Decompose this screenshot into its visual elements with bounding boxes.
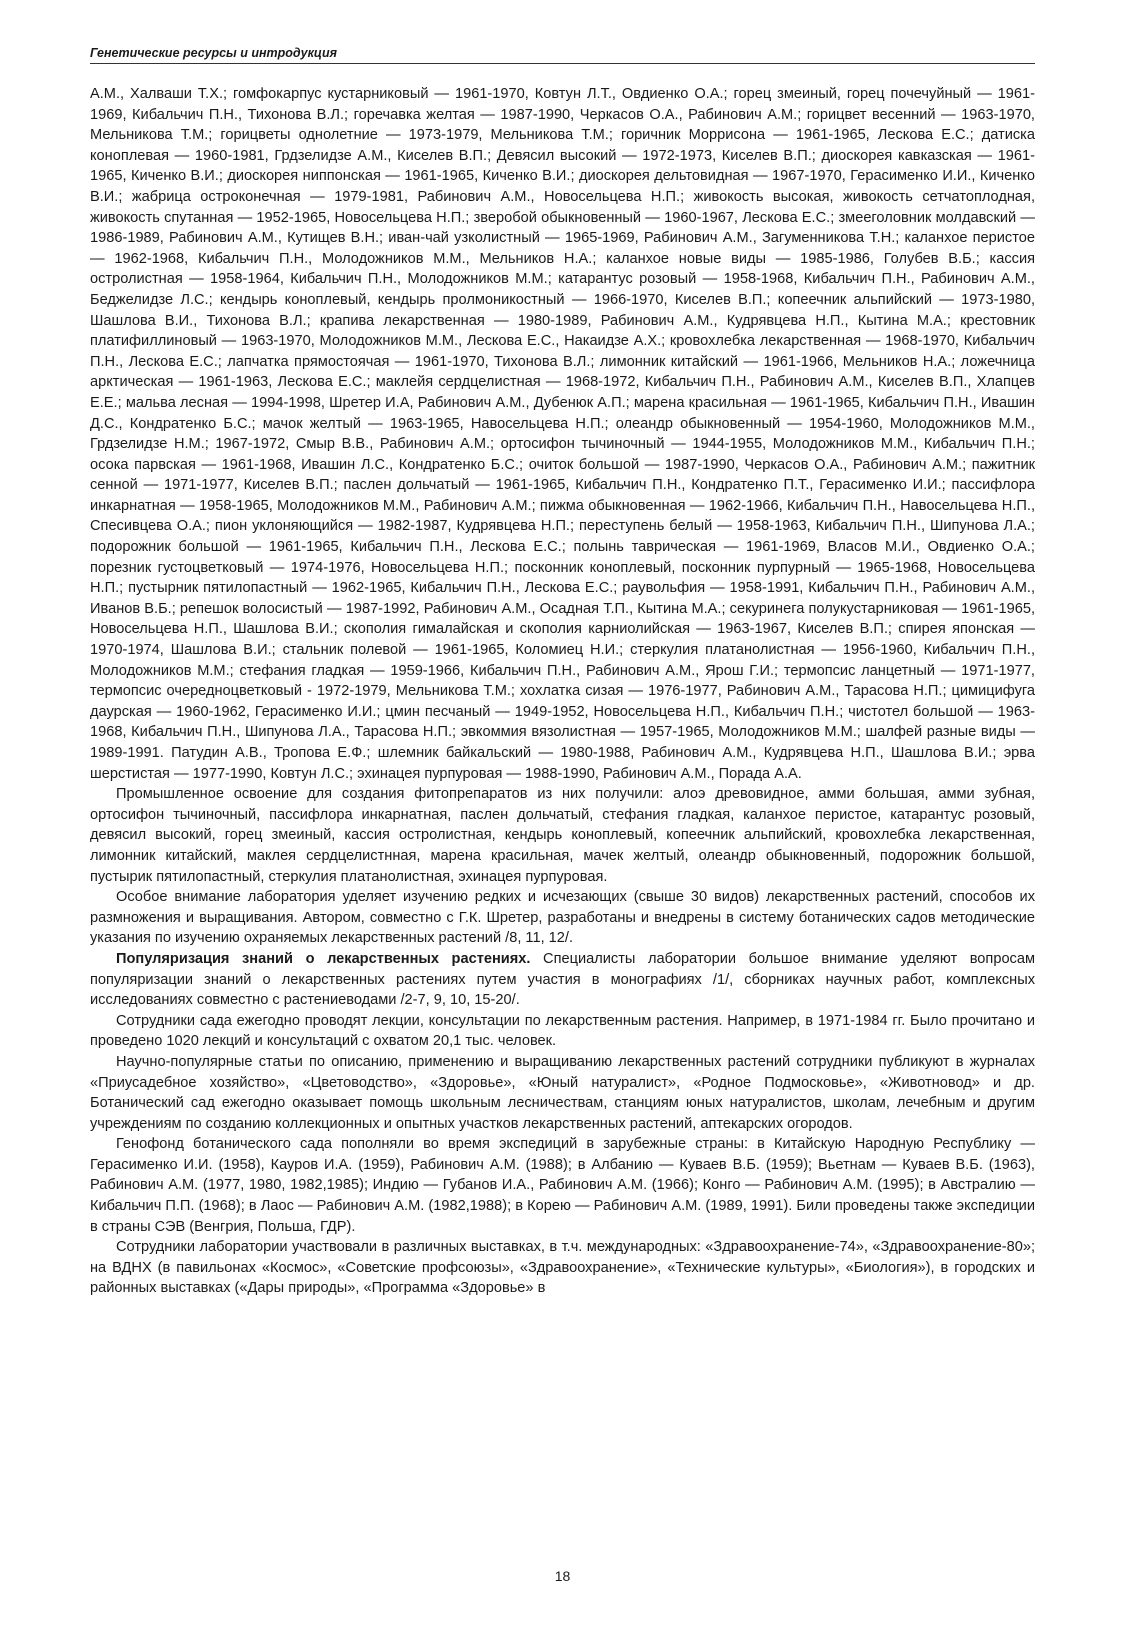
paragraph-text: А.М., Халваши Т.Х.; гомфокарпус кустарниковый — 1961-1970, Ковтун Л.Т., Овдиенко О.А.; горец змеиный, горец почечуйный — 1961-1969, Кибальчич П.Н., Тихонова В.Л.; горечавка желтая — 1987-1990, Черкасов О.А., Рабинович А.М.; горицвет весенний — 1963-1970, Мельникова Т.М.; горицветы однолетние — 1973-1979, Мельникова Т.М.; горичник Моррисона — 1961-1965, Лескова Е.С.; датиска коноплевая — 1960-1981, Грдзелидзе А.М., Киселев В.П.; Девясил высокий — 1972-1973, Киселев В.П.; диоскорея кавказская — 1961-1965, Киченко В.И.; диоскорея ниппонская — 1961-1965, Киченко В.И.; диоскорея дельтовидная — 1967-1970, Герасименко И.И., Киченко В.И.; жабрица остроконечная — 1979-1981, Рабинович А.М., Новосельцева Н.П.; живокость высокая, живокость сетчатоплодная, живокость спутанная — 1952-1965, Новосельцева Н.П.; зверобой обыкновенный — 1960-1967, Лескова Е.С.; змееголовник молдавский — 1986-1989, Рабинович А.М., Кутищев В.Н.; иван-чай узколистный — 1965-1969, Рабинович А.М., Загуменникова Т.Н.; каланхое перистое — 1962-1968, Кибальчич П.Н., Молодожников М.М., Мельников Н.А.; каланхое новые виды — 1985-1986, Голубев В.Б.; кассия остролистная — 1958-1964, Кибальчич П.Н., Молодожников М.М.; катарантус розовый — 1958-1968, Кибальчич П.Н., Рабинович А.М., Беджелидзе Л.С.; кендырь коноплевый, кендырь пролмоникостный — 1966-1970, Киселев В.П.; копеечник альпийский — 1973-1980, Шашлова В.И., Тихонова В.Л.; крапива лекарственная — 1980-1989, Рабинович А.М., Кудрявцева Н.П., Кытина М.А.; крестовник платифиллиновый — 1963-1970, Молодожников М.М., Лескова Е.С., Накаидзе А.Х.; кровохлебка лекарственная — 1968-1970, Кибальчич П.Н., Лескова Е.С.; лапчатка прямостоячая — 1961-1970, Тихонова В.Л.; лимонник китайский — 1961-1966, Мельников Н.А.; ложечница арктическая — 1961-1963, Лескова Е.С.; маклейя сердцелистная — 1968-1972, Кибальчич П.Н., Рабинович А.М., Киселев В.П., Хлапцев Е.Е.; мальва лесная — 1994-1998, Шретер И.А, Рабинович А.М., Дубенюк А.П.; марена красильная — 1961-1965, Кибальчич П.Н., Ивашин Д.С., Кондратенко Б.С.; мачок желтый — 1963-1965, Навосельцева Н.П.; олеандр обыкновенный — 1954-1960, Молодожников М.М., Грдзелидзе Н.М.; 1967-1972, Смыр В.В., Рабинович А.М.; ортосифон тычиночный — 1944-1955, Молодожников М.М., Кибальчич П.Н.; осока парвская — 1961-1968, Ивашин Л.С., Кондратенко Б.С.; очиток большой — 1987-1990, Черкасов О.А., Рабинович А.М.; пажитник сенной — 1971-1977, Киселев В.П.; паслен дольчатый — 1961-1965, Кибальчич П.Н., Кондратенко П.Т., Герасименко И.И.; пассифлора инкарнатная — 1958-1965, Молодожников М.М., Рабинович А.М.; пижма обыкновенная — 1962-1966, Кибальчич П.Н., Навосельцева Н.П., Спесивцева О.А.; пион уклоняющийся — 1982-1987, Кудрявцева Н.П.; переступень белый — 1958-1963, Кибальчич П.Н., Шипунова Л.А.; подорожник большой — 1961-1965, Кибальчич П.Н., Лескова Е.С.; полынь таврическая — 1961-1969, Власов М.И., Овдиенко О.А.; порезник густоцветковый — 1974-1976, Новосельцева Н.П.; посконник коноплевый, посконник пурпурный — 1965-1968, Новосельцева Н.П.; пустырник пятилопастный — 1962-1965, Кибальчич П.Н., Лескова Е.С.; раувольфия — 1958-1991, Кибальчич П.Н., Рабинович А.М., Иванов В.Б.; репешок волосистый — 1987-1992, Рабинович А.М., Осадная Т.П., Кытина М.А.; секуринега полукустарниковая — 1961-1965, Новосельцева Н.П., Шашлова В.И.; скополия гималайская и скополия карниолийская — 1963-1967, Киселев В.П.; спирея японская — 1970-1974, Шашлова В.И.; стальник полевой — 1961-1965, Коломиец Н.И.; стеркулия платанолистная — 1956-1960, Кибальчич П.Н., Молодожников М.М.; стефания гладкая — 1959-1966, Кибальчич П.Н., Рабинович А.М., Ярош Г.И.; термопсис ланцетный — 1971-1977, термопсис очередноцветковый - 1972-1979, Мельникова Т.М.; хохлатка сизая — 1976-1977, Рабинович А.М., Тарасова Н.П.; цимицифуга даурская — 1960-1962, Герасименко И.И.; цмин песчаный — 1949-1952, Новосельцева Н.П., Кибальчич П.Н.; чистотел большой — 1963-1968, Кибальчич П.Н., Шипунова Л.А., Тарасова Н.П.; эвкоммия вязолистная — 1957-1965, Молодожников М.М.; шалфей разные виды — 1989-1991. Патудин А.В., Тропова Е.Ф.; шлемник байкальский — 1980-1988, Рабинович А.М., Кудрявцева Н.П., Шашлова В.И.; эрва шерстистая — 1977-1990, Ковтун Л.С.; эхинацея пурпуровая — 1988-1990, Рабинович А.М., Порада А.А. [90, 86, 1035, 782]
paragraph-text: Генофонд ботанического сада пополняли во время экспедиций в зарубежные страны: в Китайскую Народную Республику — Герасименко И.И. (1958), Кауров И.А. (1959), Рабинович А.М. (1988); в Албанию — Куваев В.Б. (1959); Вьетнам — Куваев В.Б. (1963), Рабинович А.М. (1977, 1980, 1982,1985); Индию — Губанов И.А., Рабинович А.М. (1966); Конго — Рабинович А.М. (1995); в Австралию — Кибальчич П.П. (1968); в Лаос — Рабинович А.М. (1982,1988); в Корею — Рабинович А.М. (1989, 1991). Били проведены также экспедиции в страны СЭВ (Венгрия, Польша, ГДР). [90, 1136, 1035, 1235]
paragraph-text: Сотрудники лаборатории участвовали в различных выставках, в т.ч. международных: «Здравоохранение-74», «Здравоохранение-80»; на ВДНХ (в павильонах «Космос», «Советские профсоюзы», «Здравоохранение», «Технические культуры», «Биология»), в городских и районных выставках («Дары природы», «Программа «Здоровье» в [90, 1239, 1035, 1297]
paragraph-popularization [90, 949, 1035, 1011]
paragraph-articles [90, 1052, 1035, 1134]
paragraph-text: Промышленное освоение для создания фитопрепаратов из них получили: алоэ древовидное, амми большая, амми зубная, ортосифон тычиночный, пассифлора инкарнатная, паслен дольчатый, стефания гладкая, каланхое перистое, катарантус розовый, девясил высокий, горец змеиный, кассия остролистная, кендырь коноплевый, копеечник альпийский, кровохлебка лекарственная, лимонник китайский, маклея сердцелистнная, марена красильная, мачек желтый, олеандр обыкновенный, подорожник большой, пустырик пятилопастный, стеркулия платанолистная, эхинацея пурпуровая. [90, 786, 1035, 885]
paragraph-text: Сотрудники сада ежегодно проводят лекции, консультации по лекарственным растения. Например, в 1971-1984 гг. Было прочитано и проведено 1020 лекций и консультаций с охватом 20,1 тыс. человек. [90, 1012, 1035, 1050]
running-head: Генетические ресурсы и интродукция [90, 46, 1035, 64]
paragraph-species-list [90, 84, 1035, 784]
paragraph-text: Специалисты лаборатории большое внимание уделяют вопросам популяризации знаний о лекарственных растениях путем участия в монографиях /1/, сборниках научных работ, комплексных исследованиях совместно с растениеводами /2-7, 9, 10, 15-20/. [90, 950, 1036, 1009]
paragraph-rare-species [90, 887, 1035, 949]
paragraph-text: Особое внимание лаборатория уделяет изучению редких и исчезающих (свыше 30 видов) лекарственных растений, способов их размножения и выращивания. Автором, совместно с Г.К. Шретер, разработаны и внедрены в систему ботанических садов методические указания по изучению охраняемых лекарственных растений /8, 11, 12/. [90, 889, 1035, 947]
paragraph-lectures [90, 1011, 1035, 1052]
paragraph-expeditions [90, 1134, 1035, 1237]
section-heading: Популяризация знаний о лекарственных растениях. [116, 950, 531, 967]
paragraph-exhibitions [90, 1237, 1035, 1299]
paragraph-industrial [90, 784, 1035, 887]
body-text [90, 84, 1035, 1299]
page-number: 18 [554, 1568, 571, 1584]
paragraph-text: Научно-популярные статьи по описанию, применению и выращиванию лекарственных растений сотрудники публикуют в журналах «Приусадебное хозяйство», «Цветоводство», «Здоровье», «Юный натуралист», «Родное Подмосковье», «Животновод» и др. Ботанический сад ежегодно оказывает помощь школьным лесничествам, станциям юных натуралистов, школам, лечебным и другим учреждениям по созданию коллекционных и опытных участков лекарственных растений, аптекарских огородов. [90, 1053, 1035, 1132]
